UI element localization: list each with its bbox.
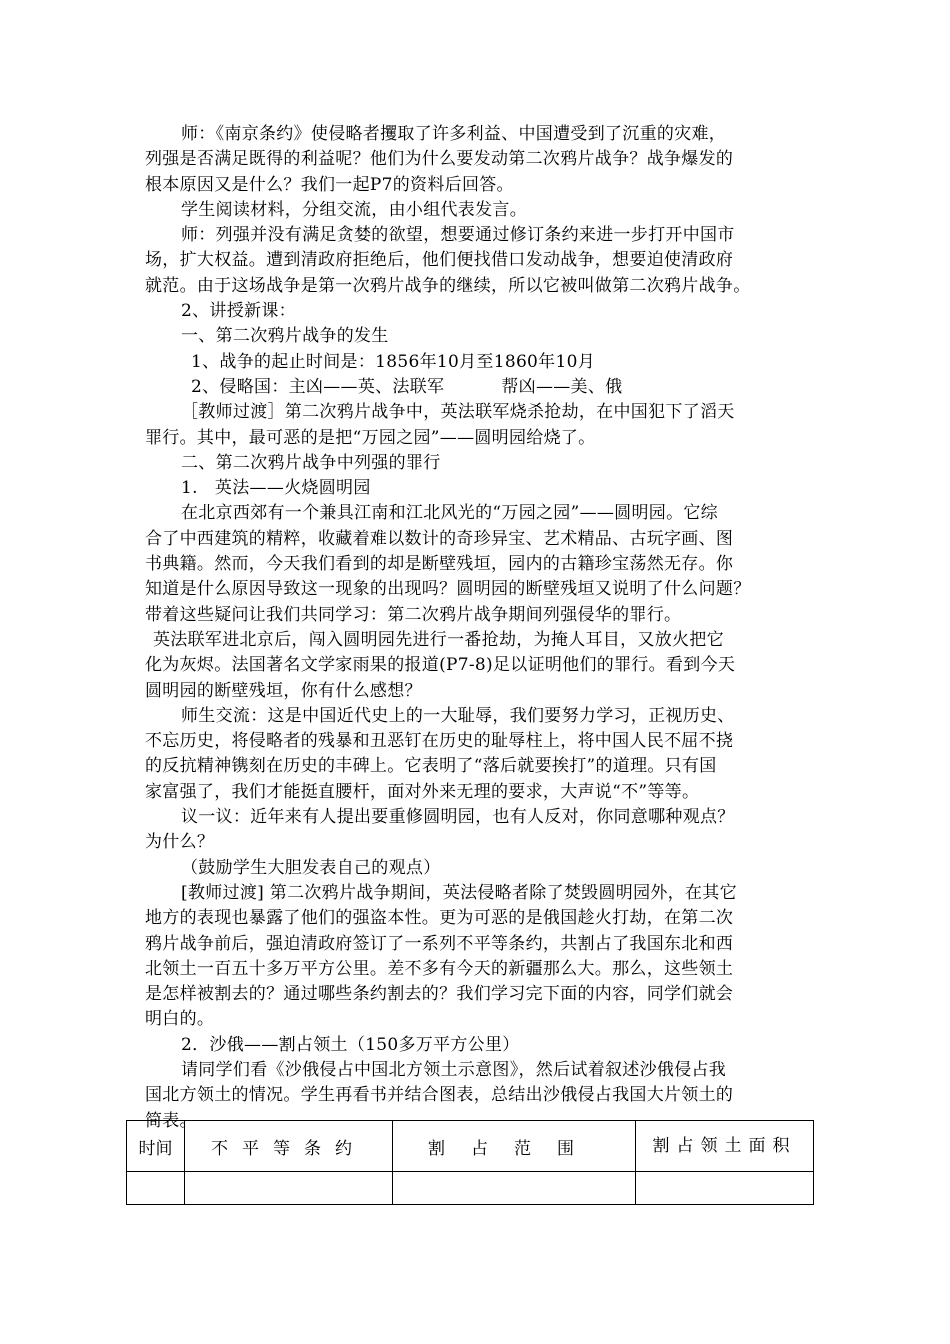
paragraph-line: 知道是什么原因导致这一现象的出现吗？圆明园的断壁残垣又说明了什么问题？ [145,579,751,600]
table-header-row [127,1121,814,1172]
paragraph-line: 合了中西建筑的精粹，收藏着难以数计的奇珍异宝、艺术精品、古玩字画、图 [145,528,734,549]
paragraph-line: 的反抗精神镌刻在历史的丰碑上。它表明了“落后就要挨打”的道理。只有国 [145,756,717,777]
paragraph-line: 是怎样被割去的？通过哪些条约割去的？我们学习完下面的内容，同学们就会 [145,984,734,1005]
territory-table [126,1120,814,1205]
header-cell-scope: 割占范围 [393,1121,636,1172]
paragraph-line: ［教师过渡］第二次鸦片战争中，英法联军烧杀抢劫，在中国犯下了滔天 [181,402,735,423]
paragraph-line: 学生阅读材料，分组交流，由小组代表发言。 [181,199,527,220]
paragraph-line: 书典籍。然而，今天我们看到的却是断壁残垣，园内的古籍珍宝荡然无存。你 [145,554,734,575]
paragraph-line: 根本原因又是什么？我们一起P7的资料后回答。 [145,174,514,195]
paragraph-line: 英法联军进北京后，闯入圆明园先进行一番抢劫，为掩人耳目，又放火把它 [153,629,724,650]
subsection-heading: 1. 英法——火烧圆明园 [181,478,371,499]
paragraph-line: 鸦片战争前后，强迫清政府签订了一系列不平等条约，共割占了我国东北和西 [145,933,734,954]
paragraph-line: 在北京西郊有一个兼具江南和江北风光的“万园之园”——圆明园。它综 [181,503,718,524]
paragraph-line: 简表。 [145,1110,197,1131]
paragraph-line: 就范。由于这场战争是第一次鸦片战争的继续，所以它被叫做第二次鸦片战争。 [145,275,751,296]
paragraph-line: （鼓励学生大胆发表自己的观点） [181,857,441,878]
paragraph-line: 请同学们看《沙俄侵占中国北方领土示意图》，然后试着叙述沙俄侵占我 [181,1059,727,1080]
paragraph-line: 家富强了，我们才能挺直腰杆，面对外来无理的要求，大声说“不”等等。 [145,781,700,802]
header-cell-treaty: 不平等条约 [185,1121,393,1172]
paragraph-line: 议一议：近年来有人提出要重修圆明园，也有人反对，你同意哪种观点？ [181,807,735,828]
paragraph-line: 北领土一百五十多万平方公里。差不多有今天的新疆那么大。那么，这些领土 [145,958,734,979]
paragraph-line: 为什么？ [145,832,215,853]
document-body [145,122,805,1134]
paragraph-line: [教师过渡] 第二次鸦片战争期间，英法侵略者除了焚毁圆明园外，在其它 [181,882,737,903]
paragraph-line: 师：《南京条约》使侵略者攫取了许多利益、中国遭受到了沉重的灾难， [181,124,727,144]
subsection-heading: 2．沙俄——割占领土（150多万平方公里） [181,1034,520,1055]
table-cell [185,1172,393,1205]
paragraph-line: 国北方领土的情况。学生再看书并结合图表，总结出沙俄侵占我国大片领土的 [145,1085,734,1106]
paragraph-line: 圆明园的断壁残垣，你有什么感想？ [145,680,422,701]
table-cell [636,1172,814,1205]
paragraph-line: 不忘历史，将侵略者的残暴和丑恶钉在历史的耻辱柱上，将中国人民不屈不挠 [145,731,734,752]
paragraph-line: 明白的。 [145,1009,215,1030]
paragraph-line: 师生交流：这是中国近代史上的一大耻辱，我们要努力学习，正视历史、 [181,705,735,726]
section-heading: 2、讲授新课： [181,301,296,322]
paragraph-line: 化为灰烬。法国著名文学家雨果的报道(P7-8)足以证明他们的罪行。看到今天 [145,655,736,676]
paragraph-line: 1、战争的起止时间是：1856年10月至1860年10月 [191,351,596,372]
section-heading: 二、第二次鸦片战争中列强的罪行 [181,452,441,473]
table-cell [127,1172,185,1205]
paragraph-line: 罪行。其中，最可恶的是把“万园之园”——圆明园给烧了。 [145,427,596,448]
header-cell-area: 割占领土面积 [636,1121,814,1172]
header-cell-time: 时间 [127,1121,185,1172]
paragraph-line: 带着这些疑问让我们共同学习：第二次鸦片战争期间列强侵华的罪行。 [145,604,682,625]
table-row [127,1172,814,1205]
paragraph-line: 师：列强并没有满足贪婪的欲望，想要通过修订条约来进一步打开中国市 [181,225,735,246]
paragraph-line: 2、侵略国：主凶——英、法联军 帮凶——美、俄 [191,376,623,397]
paragraph-line: 地方的表现也暴露了他们的强盗本性。更为可恶的是俄国趁火打劫，在第二次 [145,908,734,929]
paragraph-line: 列强是否满足既得的利益呢？他们为什么要发动第二次鸦片战争？战争爆发的 [145,149,734,170]
table-cell [393,1172,636,1205]
section-heading: 一、第二次鸦片战争的发生 [181,326,389,347]
paragraph-line: 场，扩大权益。遭到清政府拒绝后，他们便找借口发动战争，想要迫使清政府 [145,250,734,271]
